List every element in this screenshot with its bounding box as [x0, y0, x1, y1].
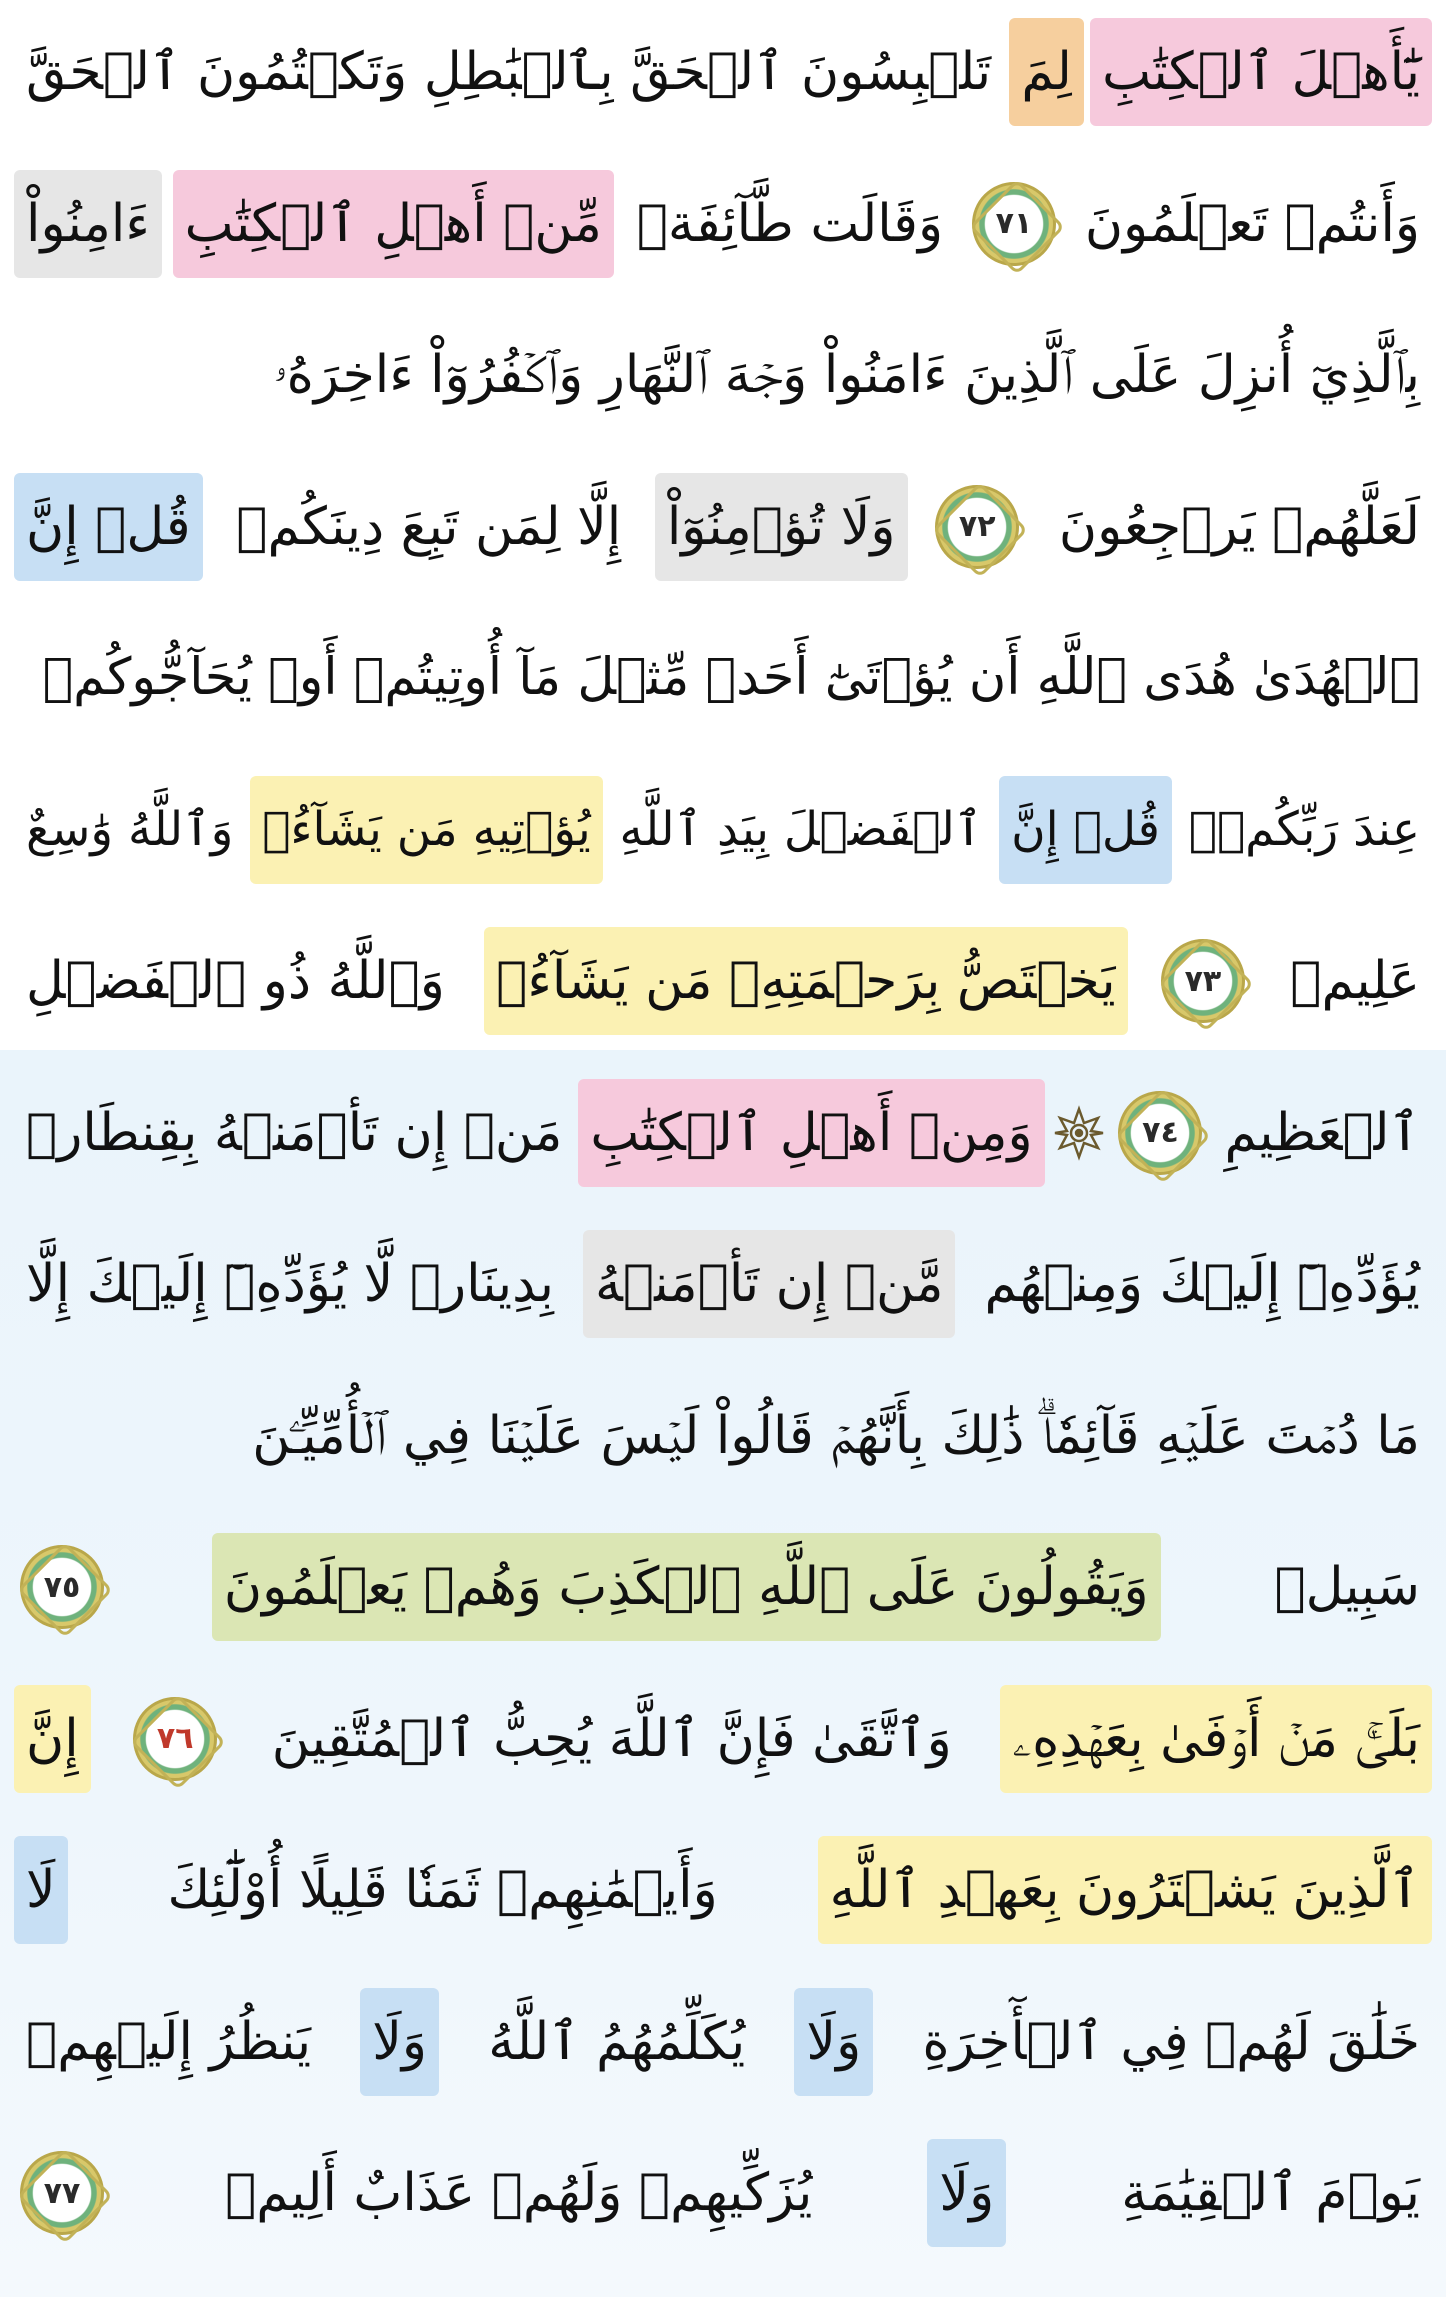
verse-text: عِندَ رَبِّكُمۡۗ — [1188, 801, 1420, 857]
ayah-number-marker — [127, 1691, 223, 1787]
ayah-number: ٧٢ — [958, 509, 996, 544]
highlighted-phrase: يَخۡتَصُّ بِرَحۡمَتِهِۦ مَن يَشَآءُۗ — [484, 927, 1127, 1035]
verse-line — [14, 1982, 1432, 2102]
ayah-number: ٧٥ — [43, 1569, 81, 1605]
highlighted-phrase: ٱلَّذِينَ يَشۡتَرُونَ بِعَهۡدِ ٱللَّهِ — [818, 1836, 1432, 1944]
ayah-number-marker — [1112, 1085, 1208, 1181]
ayah-number: ٧٤ — [1142, 1115, 1179, 1150]
ayah-number: ٧١ — [995, 206, 1033, 241]
ayah-number-marker — [929, 479, 1025, 575]
ayah-number: ٧٧ — [43, 2175, 81, 2211]
ayah-number-marker — [14, 1539, 110, 1635]
verse-text: وَقَالَت طَّآئِفَةٞ — [636, 193, 944, 254]
verse-text: عَلِيمٞ — [1290, 951, 1420, 1011]
verse-text: لَعَلَّهُمۡ يَرۡجِعُونَ — [1058, 496, 1420, 557]
verse-text: وَأَنتُمۡ تَعۡلَمُونَ — [1084, 193, 1420, 254]
highlighted-phrase: مَّنۡ إِن تَأۡمَنۡهُ — [583, 1230, 956, 1338]
hizb-star-icon — [1049, 1103, 1109, 1163]
highlighted-phrase: وَلَا — [360, 1988, 439, 2096]
verse-text: ٱلۡعَظِيمِ — [1224, 1102, 1420, 1163]
verse-text: يَوۡمَ ٱلۡقِيَٰمَةِ — [1121, 2163, 1420, 2223]
verse-text: بِدِينَارٖ لَّا يُؤَدِّهِۦٓ إِلَيۡكَ إِلَّا — [26, 1254, 554, 1314]
verse-line — [14, 618, 1432, 738]
verse-text: ٱلۡفَضۡلَ بِيَدِ ٱللَّهِ — [619, 801, 983, 857]
verse-line — [14, 1679, 1432, 1799]
highlighted-phrase: وَمِنۡ أَهۡلِ ٱلۡكِتَٰبِ — [578, 1079, 1044, 1187]
highlighted-phrase: يُؤۡتِيهِ مَن يَشَآءُۗ — [250, 776, 603, 884]
ayah-number-marker — [14, 2145, 110, 2241]
highlighted-phrase: وَلَا تُؤۡمِنُوٓاْ — [655, 473, 908, 581]
verse-line — [14, 12, 1432, 132]
ayah-number-marker — [1155, 933, 1251, 1029]
verse-line — [14, 164, 1432, 284]
highlighted-phrase: وَيَقُولُونَ عَلَى ٱللَّهِ ٱلۡكَذِبَ وَهُمۡ يَعۡلَمُونَ — [212, 1533, 1161, 1641]
highlighted-phrase: لَا — [14, 1836, 68, 1944]
verse-line — [14, 1224, 1432, 1344]
ayah-number: ٧٦ — [156, 1721, 194, 1756]
verse-text: بِٱلَّذِيٓ أُنزِلَ عَلَى ٱلَّذِينَ ءَامَنُواْ وَجۡهَ ٱلنَّهَارِ وَٱكۡفُرُوٓاْ ءَاخِرَهُۥ — [273, 345, 1420, 405]
verse-text: مَا دُمۡتَ عَلَيۡهِ قَآئِمٗاۗ ذَٰلِكَ بِأَنَّهُمۡ قَالُواْ لَيۡسَ عَلَيۡنَا فِي ٱلۡأُمِّيِّـۧنَ — [252, 1405, 1420, 1466]
verse-text: تَلۡبِسُونَ ٱلۡحَقَّ بِٱلۡبَٰطِلِ وَتَكۡتُمُونَ ٱلۡحَقَّ — [26, 42, 992, 102]
ayah-number-marker — [966, 176, 1062, 272]
verse-text: سَبِيلٞ — [1274, 1557, 1420, 1617]
verse-text: يَنظُرُ إِلَيۡهِمۡ — [26, 2011, 312, 2072]
highlighted-phrase: إِنَّ — [14, 1685, 91, 1793]
verse-line — [14, 1073, 1432, 1193]
verse-text: وَٱتَّقَىٰ فَإِنَّ ٱللَّهَ يُحِبُّ ٱلۡمُتَّقِينَ — [271, 1708, 952, 1769]
verse-text: خَلَٰقَ لَهُمۡ فِي ٱلۡأٓخِرَةِ — [922, 2011, 1420, 2072]
verse-line — [14, 921, 1432, 1041]
verse-text: وَٱللَّهُ ذُو ٱلۡفَضۡلِ — [26, 951, 445, 1011]
verse-line — [14, 1376, 1432, 1496]
verse-line — [14, 1527, 1432, 1647]
highlighted-phrase: قُلۡ إِنَّ — [14, 473, 203, 581]
highlighted-phrase: وَلَا — [794, 1988, 873, 2096]
highlighted-phrase: ءَامِنُواْ — [14, 170, 162, 278]
highlighted-phrase: مِّنۡ أَهۡلِ ٱلۡكِتَٰبِ — [173, 170, 614, 278]
verse-text: يُكَلِّمُهُمُ ٱللَّهُ — [488, 2011, 746, 2072]
verse-line — [14, 2133, 1432, 2253]
verse-text: وَأَيۡمَٰنِهِمۡ ثَمَنٗا قَلِيلًا أُوْلَٰٓئِكَ — [167, 1860, 718, 1920]
highlighted-phrase: بَلَىٰۚ مَنۡ أَوۡفَىٰ بِعَهۡدِهِۦ — [1000, 1685, 1432, 1793]
verse-line — [14, 467, 1432, 587]
highlighted-phrase: يَٰٓأَهۡلَ ٱلۡكِتَٰبِ — [1090, 18, 1432, 126]
highlighted-phrase: وَلَا — [927, 2139, 1006, 2247]
verse-line — [14, 1830, 1432, 1950]
verse-text: يُؤَدِّهِۦٓ إِلَيۡكَ وَمِنۡهُم — [984, 1254, 1420, 1314]
ayah-number: ٧٣ — [1184, 963, 1222, 999]
verse-text: إِلَّا لِمَن تَبِعَ دِينَكُمۡ — [236, 496, 622, 557]
verse-text: وَٱللَّهُ وَٰسِعٌ — [26, 801, 234, 857]
verse-line — [14, 315, 1432, 435]
verse-line — [14, 770, 1432, 890]
verse-text: ٱلۡهُدَىٰ هُدَى ٱللَّهِ أَن يُؤۡتَىٰٓ أَحَدٞ مِّثۡلَ مَآ أُوتِيتُمۡ أَوۡ يُحَآجُّوكُمۡ — [42, 648, 1420, 707]
highlighted-phrase: قُلۡ إِنَّ — [999, 776, 1172, 884]
highlighted-phrase: لِمَ — [1009, 18, 1083, 126]
verse-text: يُزَكِّيهِمۡ وَلَهُمۡ عَذَابٌ أَلِيمٞ — [225, 2163, 813, 2223]
verse-text: مَنۡ إِن تَأۡمَنۡهُ بِقِنطَارٖ — [26, 1102, 563, 1163]
